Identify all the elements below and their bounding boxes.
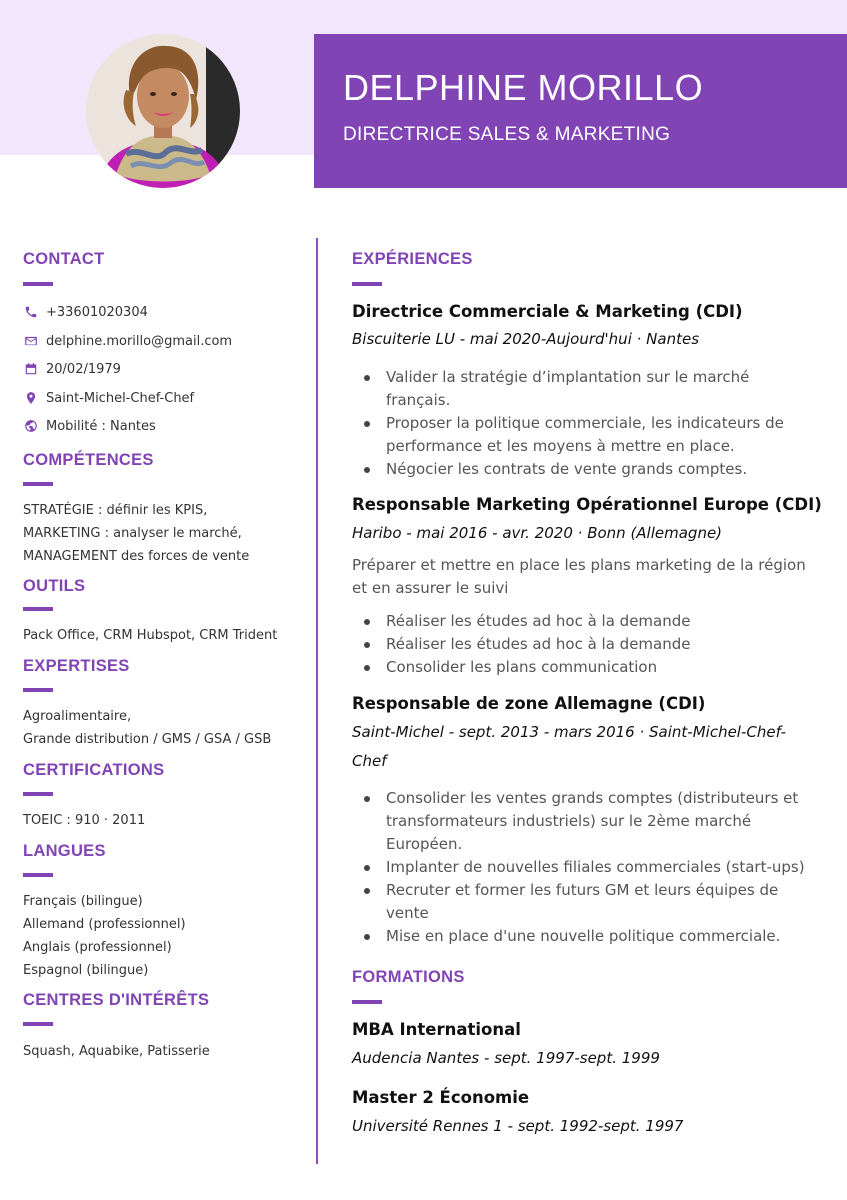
location-icon [23, 391, 38, 406]
candidate-job-title: DIRECTRICE SALES & MARKETING [343, 124, 671, 145]
langue-item: Espagnol (bilingue) [23, 963, 149, 978]
column-divider [316, 238, 318, 1164]
list-item: Proposer la politique commerciale, les indicateurs de performance et les moyens à mettre en place. [352, 412, 812, 458]
expertises-heading-underline [23, 688, 53, 692]
competences-list [23, 499, 249, 568]
certifications-heading-underline [23, 792, 53, 796]
contact-birthdate-text: 20/02/1979 [46, 361, 121, 377]
formations-heading-underline [352, 1000, 382, 1004]
contact-heading: CONTACT [23, 250, 105, 268]
name-banner [314, 34, 847, 188]
list-item: Valider la stratégie d’implantation sur le marché français. [352, 366, 812, 412]
interets-heading: CENTRES D'INTÉRÊTS [23, 991, 210, 1009]
experience-bullets [352, 366, 812, 481]
outils-heading-underline [23, 607, 53, 611]
experience-description: Préparer et mettre en place les plans marketing de la région et en assurer le suivi [352, 556, 806, 597]
competence-item: STRATÉGIE : définir les KPIS, [23, 503, 208, 518]
formation-subtitle: Université Rennes 1 - sept. 1992-sept. 1997 [352, 1117, 684, 1135]
contact-mobility-text: Mobilité : Nantes [46, 418, 156, 434]
interets-heading-underline [23, 1022, 53, 1026]
phone-icon [23, 305, 38, 320]
experiences-heading-underline [352, 282, 382, 286]
interets-text: Squash, Aquabike, Patisserie [23, 1044, 210, 1059]
expertises-heading: EXPERTISES [23, 657, 130, 675]
competences-heading-underline [23, 482, 53, 486]
experience-title: Responsable de zone Allemagne (CDI) [352, 694, 706, 713]
experience-title: Directrice Commerciale & Marketing (CDI) [352, 302, 743, 321]
contact-heading-underline [23, 282, 53, 286]
experience-title: Responsable Marketing Opérationnel Europe (CDI) [352, 495, 822, 514]
experience-subtitle: Saint-Michel - sept. 2013 - mars 2016 · Saint-Michel-Chef-Chef [352, 723, 787, 770]
globe-icon [23, 419, 38, 434]
contact-email [23, 331, 232, 351]
certifications-heading: CERTIFICATIONS [23, 761, 165, 779]
expertise-item: Agroalimentaire, [23, 709, 132, 724]
experience-bullets [352, 610, 812, 679]
mail-icon [23, 334, 38, 349]
profile-photo [86, 34, 240, 188]
contact-phone-text: +33601020304 [46, 304, 148, 320]
list-item: Consolider les ventes grands comptes (distributeurs et transformateurs industriels) sur le 2ème marché Européen. [352, 787, 812, 856]
certifications-text: TOEIC : 910 · 2011 [23, 813, 146, 828]
expertise-item: Grande distribution / GMS / GSA / GSB [23, 732, 272, 747]
calendar-icon [23, 362, 38, 377]
contact-email-text: delphine.morillo@gmail.com [46, 333, 233, 349]
langue-item: Allemand (professionnel) [23, 917, 186, 932]
langues-list [23, 890, 186, 982]
candidate-name: DELPHINE MORILLO [343, 67, 704, 108]
competences-heading: COMPÉTENCES [23, 451, 154, 469]
contact-location-text: Saint-Michel-Chef-Chef [46, 390, 195, 406]
formations-heading: FORMATIONS [352, 968, 465, 986]
contact-phone [23, 302, 148, 322]
contact-mobility [23, 416, 156, 436]
list-item: Recruter et former les futurs GM et leurs équipes de vente [352, 879, 812, 925]
competence-item: MANAGEMENT des forces de vente [23, 549, 250, 564]
langues-heading-underline [23, 873, 53, 877]
list-item: Mise en place d'une nouvelle politique commerciale. [352, 925, 812, 948]
experience-subtitle: Haribo - mai 2016 - avr. 2020 · Bonn (Allemagne) [352, 524, 723, 542]
experiences-heading: EXPÉRIENCES [352, 250, 473, 268]
experience-subtitle: Biscuiterie LU - mai 2020-Aujourd'hui · Nantes [352, 330, 700, 348]
list-item: Négocier les contrats de vente grands comptes. [352, 458, 812, 481]
list-item: Implanter de nouvelles filiales commerciales (start-ups) [352, 856, 812, 879]
formation-title: Master 2 Économie [352, 1088, 530, 1107]
competence-item: MARKETING : analyser le marché, [23, 526, 242, 541]
outils-heading: OUTILS [23, 577, 86, 595]
list-item: Réaliser les études ad hoc à la demande [352, 610, 812, 633]
list-item: Consolider les plans communication [352, 656, 812, 679]
contact-location [23, 388, 194, 408]
langue-item: Français (bilingue) [23, 894, 143, 909]
experience-bullets [352, 787, 812, 948]
expertises-list [23, 705, 271, 751]
formation-title: MBA International [352, 1020, 521, 1039]
list-item: Réaliser les études ad hoc à la demande [352, 633, 812, 656]
langues-heading: LANGUES [23, 842, 106, 860]
contact-birthdate [23, 359, 121, 379]
formation-subtitle: Audencia Nantes - sept. 1997-sept. 1999 [352, 1049, 660, 1067]
langue-item: Anglais (professionnel) [23, 940, 172, 955]
outils-text: Pack Office, CRM Hubspot, CRM Trident [23, 628, 278, 643]
